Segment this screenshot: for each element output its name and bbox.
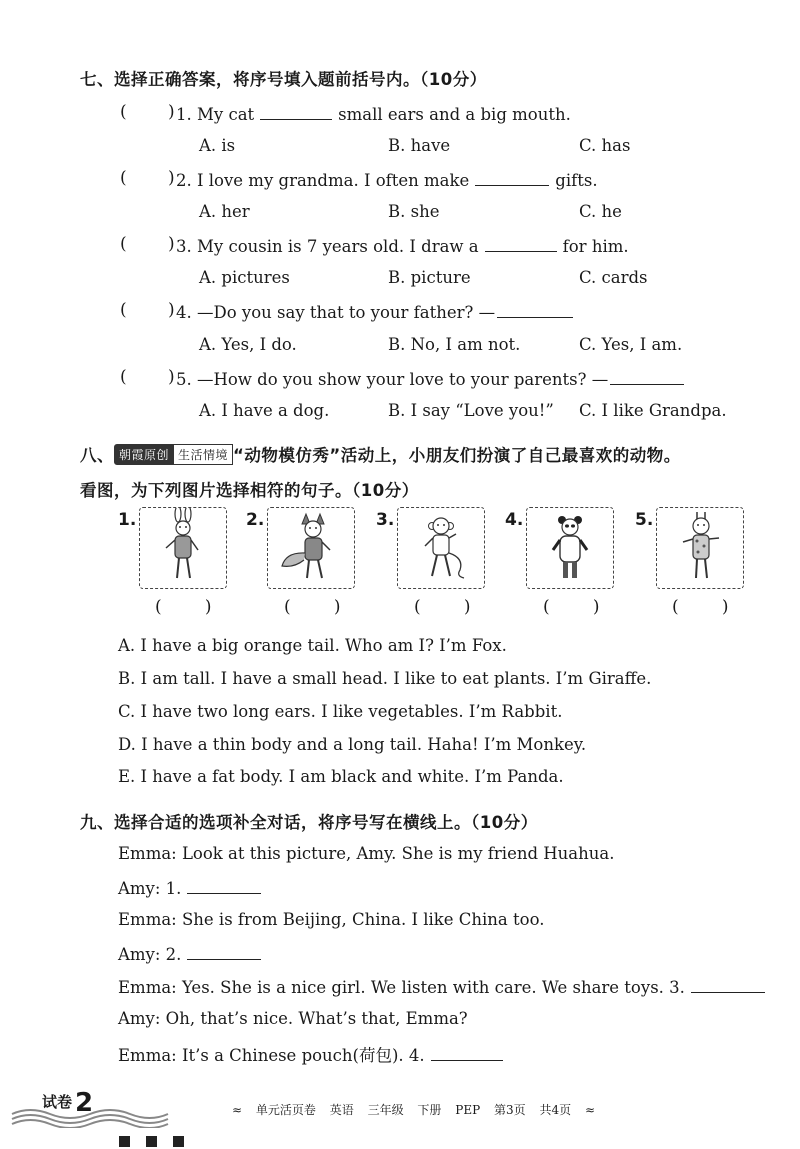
- footer-total: 共4页: [539, 1103, 572, 1117]
- picture-answer-paren[interactable]: ( ): [672, 597, 729, 617]
- option-b: B. No, I am not.: [388, 335, 521, 354]
- fill-blank[interactable]: [260, 103, 332, 120]
- square-mark: [119, 1136, 130, 1147]
- picture-number: 2.: [246, 510, 265, 530]
- question-stem: 2. I love my grandma. I often make: [176, 171, 470, 190]
- sentence-option-b: B. I am tall. I have a small head. I like to eat plants. I’m Giraffe.: [118, 669, 652, 688]
- question-stem: 3. My cousin is 7 years old. I draw a: [176, 237, 479, 256]
- fill-blank[interactable]: [691, 976, 765, 993]
- picture-number: 3.: [376, 510, 395, 530]
- monkey-costume-picture: [397, 507, 485, 589]
- answer-paren-open: (: [120, 168, 127, 188]
- fill-blank[interactable]: [485, 235, 557, 252]
- section-8-instruction: 看图，为下列图片选择相符的句子。（10分）: [80, 481, 419, 500]
- section-8-heading: [80, 442, 681, 466]
- sentence-option-d: D. I have a thin body and a long tail. Haha! I’m Monkey.: [118, 735, 587, 754]
- sentence-option-c: C. I have two long ears. I like vegetables. I’m Rabbit.: [118, 702, 563, 721]
- answer-paren-close: ): [168, 168, 175, 188]
- giraffe-costume-picture: [656, 507, 744, 589]
- footer-volume: 下册: [417, 1103, 442, 1117]
- rabbit-costume-picture: [139, 507, 227, 589]
- picture-answer-paren[interactable]: ( ): [414, 597, 471, 617]
- question-stem-end: gifts.: [555, 171, 598, 190]
- option-b: B. picture: [388, 268, 471, 287]
- option-c: C. Yes, I am.: [579, 335, 683, 354]
- footer-series: 单元活页卷: [255, 1103, 316, 1117]
- dialogue-line: [118, 976, 771, 997]
- fill-blank[interactable]: [431, 1044, 503, 1061]
- picture-number: 4.: [505, 510, 524, 530]
- fill-blank[interactable]: [187, 943, 261, 960]
- dialogue-text: Emma: It’s a Chinese pouch(荷包). 4.: [118, 1046, 425, 1065]
- answer-paren-open: (: [120, 234, 127, 254]
- question-stem: 1. My cat: [176, 105, 255, 124]
- giraffe-costume-icon: [657, 508, 743, 588]
- answer-paren-open: (: [120, 367, 127, 387]
- exam-label-text: 试卷: [42, 1093, 73, 1111]
- question-stem-end: for him.: [562, 237, 629, 256]
- dialogue-line: [118, 943, 267, 964]
- original-tag: 朝霞原创: [114, 444, 174, 465]
- dialogue-text: Amy: 1.: [118, 879, 182, 898]
- fill-blank[interactable]: [497, 301, 573, 318]
- footer-subject: 英语: [329, 1103, 354, 1117]
- dialogue-text: Amy: 2.: [118, 945, 182, 964]
- section-8-prefix: 八、: [80, 446, 114, 465]
- context-tag: 生活情境: [174, 444, 233, 465]
- option-c: C. I like Grandpa.: [579, 401, 727, 420]
- option-b: B. I say “Love you!”: [388, 401, 554, 420]
- section-9-heading: 九、选择合适的选项补全对话，将序号写在横线上。（10分）: [80, 813, 538, 832]
- square-mark: [173, 1136, 184, 1147]
- dialogue-line: [118, 877, 267, 898]
- section-8-heading-text: “动物模仿秀”活动上，小朋友们扮演了自己最喜欢的动物。: [233, 446, 681, 465]
- question-4: [176, 301, 579, 322]
- answer-paren-close: ): [168, 234, 175, 254]
- answer-paren-close: ): [168, 102, 175, 122]
- picture-number: 1.: [118, 510, 137, 530]
- footer-page: 第3页: [494, 1103, 526, 1117]
- fill-blank[interactable]: [610, 368, 684, 385]
- fill-blank[interactable]: [187, 877, 261, 894]
- sentence-option-e: E. I have a fat body. I am black and white. I’m Panda.: [118, 767, 564, 786]
- dialogue-line: [118, 910, 544, 929]
- option-a: A. I have a dog.: [199, 401, 330, 420]
- option-a: A. her: [199, 202, 250, 221]
- exam-number: 2: [75, 1088, 94, 1118]
- option-b: B. have: [388, 136, 451, 155]
- answer-paren-close: ): [168, 367, 175, 387]
- square-mark: [146, 1136, 157, 1147]
- footer-deco-left: ≈: [232, 1103, 243, 1117]
- option-c: C. cards: [579, 268, 648, 287]
- fill-blank[interactable]: [475, 169, 549, 186]
- question-2: [176, 169, 598, 190]
- option-b: B. she: [388, 202, 440, 221]
- answer-paren-open: (: [120, 300, 127, 320]
- dialogue-text: Emma: Yes. She is a nice girl. We listen with care. We share toys. 3.: [118, 978, 685, 997]
- dialogue-text: Emma: She is from Beijing, China. I like China too.: [118, 910, 545, 929]
- panda-costume-icon: [527, 508, 613, 588]
- question-5: [176, 368, 690, 389]
- dialogue-text: Emma: Look at this picture, Amy. She is my friend Huahua.: [118, 844, 615, 863]
- question-stem: 4. —Do you say that to your father? —: [176, 303, 496, 322]
- picture-answer-paren[interactable]: ( ): [155, 597, 212, 617]
- panda-costume-picture: [526, 507, 614, 589]
- footer-info: [232, 1101, 605, 1118]
- section-7-heading: 七、选择正确答案，将序号填入题前括号内。（10分）: [80, 70, 487, 89]
- option-a: A. is: [199, 136, 236, 155]
- answer-paren-close: ): [168, 300, 175, 320]
- fox-costume-icon: [268, 508, 354, 588]
- dialogue-line: [118, 844, 614, 863]
- option-a: A. pictures: [199, 268, 290, 287]
- option-c: C. has: [579, 136, 631, 155]
- question-1: [176, 103, 571, 124]
- dialogue-line: [118, 1042, 509, 1066]
- footer-edition: PEP: [455, 1103, 481, 1117]
- answer-paren-open: (: [120, 102, 127, 122]
- footer-grade: 三年级: [367, 1103, 404, 1117]
- rabbit-costume-icon: [140, 508, 226, 588]
- picture-answer-paren[interactable]: ( ): [284, 597, 341, 617]
- picture-answer-paren[interactable]: ( ): [543, 597, 600, 617]
- dialogue-text: Amy: Oh, that’s nice. What’s that, Emma?: [118, 1009, 468, 1028]
- dialogue-line: [118, 1009, 468, 1028]
- footer-deco-right: ≈: [584, 1103, 596, 1117]
- sentence-option-a: A. I have a big orange tail. Who am I? I’m Fox.: [118, 636, 507, 655]
- monkey-costume-icon: [398, 508, 484, 588]
- option-c: C. he: [579, 202, 622, 221]
- question-3: [176, 235, 629, 256]
- fox-costume-picture: [267, 507, 355, 589]
- exam-label: [42, 1088, 93, 1118]
- option-a: A. Yes, I do.: [199, 335, 297, 354]
- question-stem: 5. —How do you show your love to your parents? —: [176, 370, 609, 389]
- question-stem-end: small ears and a big mouth.: [338, 105, 571, 124]
- picture-number: 5.: [635, 510, 654, 530]
